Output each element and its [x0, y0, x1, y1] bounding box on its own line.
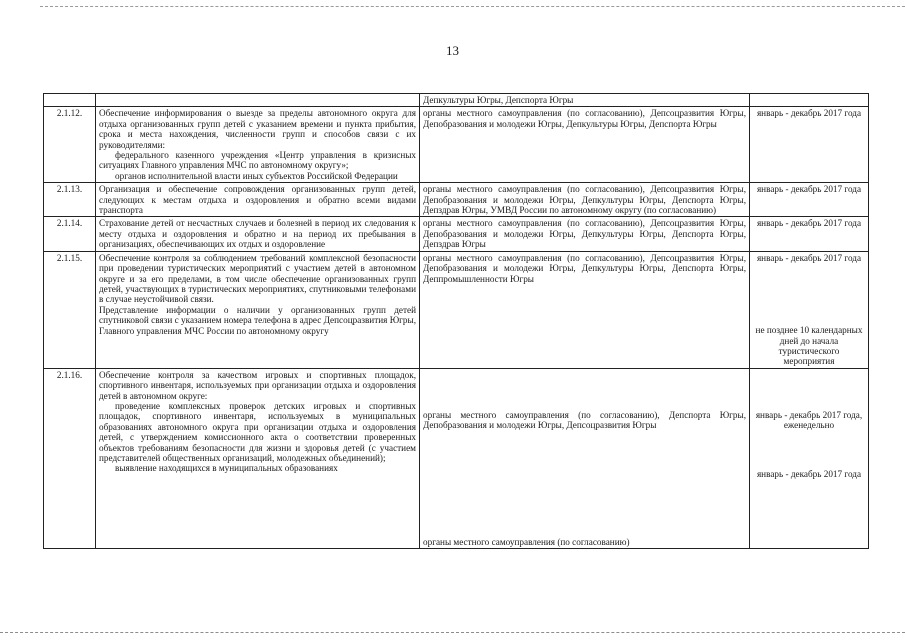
term-spacer [753, 431, 865, 469]
cell-num [44, 94, 96, 107]
measure-text: Организация и обеспечение сопровождения организованных групп детей, следующих к местам отдыха и оздоровления и обратно всеми видами транспорта [99, 184, 416, 216]
term-spacer [753, 370, 865, 410]
executors-text: органы местного самоуправления (по согласованию), Депсоцразвития Югры, Депобразования и молодежи Югры, Депкультуры Югры, Депспорта Югры [423, 108, 746, 129]
table-row [44, 368, 869, 548]
executors-text: органы местного самоуправления (по согласованию), Депсоцразвития Югры, Депобразования и молодежи Югры, Депкультуры Югры, Депспорта Югры, Депздрав Югры, УМВД России по автономному округу (по согласованию) [423, 184, 746, 216]
executors-text: Депкультуры Югры, Депспорта Югры [423, 95, 574, 105]
measure-text: Обеспечение контроля за качеством игровых и спортивных площадок, спортивного инвентаря, используемых при организации отдыха и оздоровления детей в автономном округе: [99, 369, 416, 401]
scan-edge-bottom [0, 632, 905, 633]
executors-text: органы местного самоуправления (по согласованию) [423, 536, 630, 547]
term-text: январь - декабрь 2017 года [756, 468, 862, 479]
cell-term [750, 217, 869, 251]
executors-spacer [423, 431, 746, 537]
cell-term [750, 107, 869, 183]
cell-num: 2.1.14. [44, 217, 96, 251]
page-number: 13 [446, 43, 459, 58]
cell-executors [420, 183, 750, 217]
cell-measure [96, 217, 420, 251]
cell-num: 2.1.15. [44, 251, 96, 368]
measure-text: выявление находящихся в муниципальных образованиях [115, 463, 338, 474]
table-row [44, 217, 869, 251]
cell-measure [96, 251, 420, 368]
cell-executors [420, 368, 750, 548]
measure-text: проведение комплексных проверок детских игровых и спортивных площадок, спортивного инвентаря, используемых в муниципальных образованиях автономного округа при организации отдыха и оздоровления детей, с утверждением комиссионного акта о соответствии проверенных объектов требованиям безопасности для жизни и здоровья детей (с участием представителей общественных организаций, молодежных объединений); [99, 400, 416, 463]
cell-term [750, 94, 869, 107]
cell-measure [96, 368, 420, 548]
cell-executors [420, 251, 750, 368]
cell-num: 2.1.13. [44, 183, 96, 217]
table-row [44, 107, 869, 183]
cell-term [750, 183, 869, 217]
executors-text: органы местного самоуправления (по согласованию), Депсоцразвития Югры, Депобразования и молодежи Югры, Депкультуры Югры, Депспорта Югры, Депздрав Югры [423, 218, 746, 250]
executors-text: органы местного самоуправления (по согласованию), Депспорта Югры, Депобразования и молодежи Югры, Депсоцразвития Югры [423, 409, 746, 431]
executors-spacer [423, 370, 746, 410]
measure-text: Обеспечение контроля за соблюдением требований комплексной безопасности при проведении туристических мероприятий с участием детей в автономном округе и за его пределами, в том числе обеспечение организованных групп детей, участвующих в туристических мероприятиях, спутниковыми телефонами в случае неустойчивой связи. [99, 252, 416, 305]
cell-executors [420, 94, 750, 107]
cell-term [750, 368, 869, 548]
cell-measure [96, 183, 420, 217]
executors-text: органы местного самоуправления (по согласованию), Депсоцразвития Югры, Депобразования и молодежи Югры, Депкультуры Югры, Депспорта Югры, Деппромышленности Югры [423, 252, 746, 284]
table-row [44, 183, 869, 217]
measure-text: федерального казенного учреждения «Центр управления в кризисных ситуациях Главного управления МЧС по автономному округу»; [99, 150, 416, 171]
measures-table [43, 93, 869, 549]
term-text: январь - декабрь 2017 года [756, 184, 862, 195]
measure-text: органов исполнительной власти иных субъектов Российской Федерации [115, 170, 398, 181]
term-spacer [753, 263, 865, 325]
cell-num: 2.1.12. [44, 107, 96, 183]
table-row-continuation [44, 94, 869, 107]
term-text: январь - декабрь 2017 года, еженедельно [755, 409, 863, 431]
table-row [44, 251, 869, 368]
term-text: январь - декабрь 2017 года [756, 252, 862, 263]
cell-executors [420, 107, 750, 183]
cell-term [750, 251, 869, 368]
cell-measure [96, 94, 420, 107]
term-text: январь - декабрь 2017 года [756, 218, 862, 229]
cell-measure [96, 107, 420, 183]
measure-text: Представление информации о наличии у организованных групп детей спутниковой связи с указанием номера телефона в адрес Депсоцразвития Югры, Главного управления МЧС России по автономному округу [99, 304, 416, 336]
cell-num: 2.1.16. [44, 368, 96, 548]
measure-text: Страхование детей от несчастных случаев и болезней в период их следования к месту отдыха и оздоровления и обратно и на период их пребывания в организациях, обеспечивающих их отдых и оздоровление [99, 218, 416, 250]
term-text: январь - декабрь 2017 года [756, 108, 862, 119]
cell-executors [420, 217, 750, 251]
measure-text: Обеспечение информирования о выезде за пределы автономного округа для отдыха организованных групп детей с указанием времени и пункта прибытия, срока и места нахождения, численности групп и способов связи с их руководителями: [99, 108, 416, 150]
scan-edge-top [40, 6, 905, 7]
term-text: не позднее 10 календарных дней до начала туристического мероприятия [755, 325, 863, 367]
